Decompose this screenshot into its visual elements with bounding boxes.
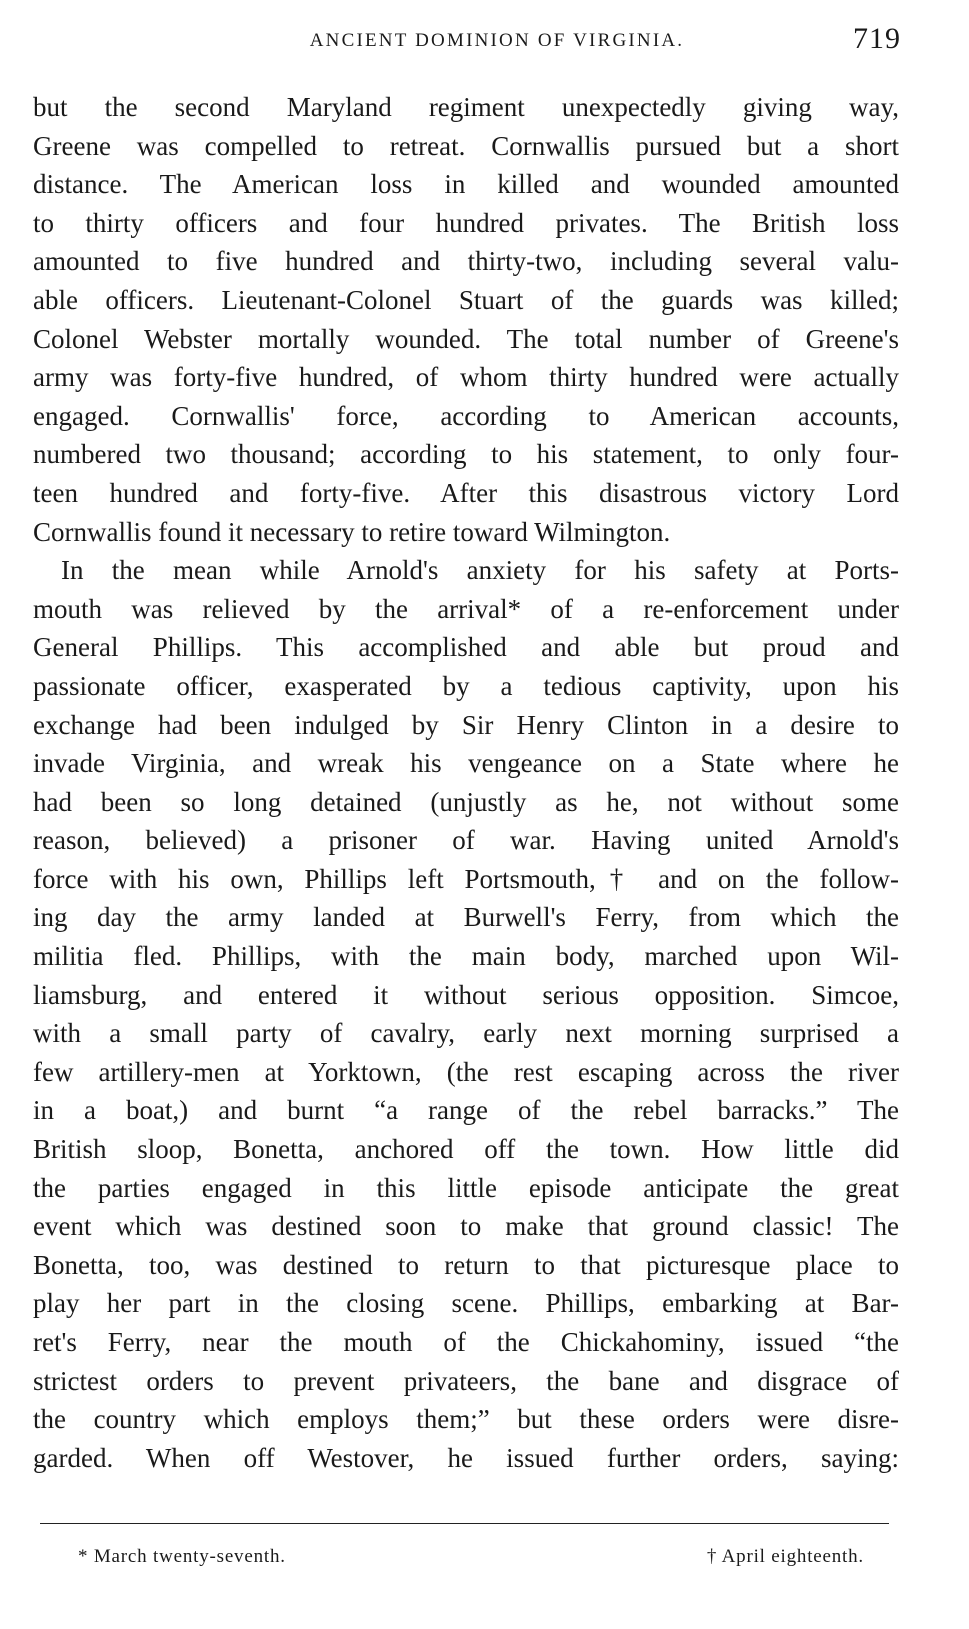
footnote-dagger: † April eighteenth. — [706, 1546, 864, 1567]
text-line: with a small party of cavalry, early next morning surprised a — [33, 1018, 899, 1049]
text-line: play her part in the closing scene. Phillips, embarking at Bar- — [33, 1288, 899, 1319]
text-line: Cornwallis found it necessary to retire toward Wilmington. — [33, 516, 671, 547]
text-line: militia fled. Phillips, with the main body, marched upon Wil- — [33, 941, 899, 972]
footnote-divider — [40, 1523, 889, 1524]
text-line: British sloop, Bonetta, anchored off the town. How little did — [33, 1134, 899, 1165]
text-line: engaged. Cornwallis' force, according to American accounts, — [33, 400, 899, 431]
footnote-asterisk: * March twenty-seventh. — [78, 1546, 286, 1567]
text-line: army was forty-five hundred, of whom thirty hundred were actually — [33, 362, 899, 393]
text-line: garded. When off Westover, he issued further orders, saying: — [33, 1442, 899, 1473]
text-line: the parties engaged in this little episode anticipate the great — [33, 1172, 899, 1203]
text-line: amounted to five hundred and thirty-two, including several valu- — [33, 246, 899, 277]
text-line: In the mean while Arnold's anxiety for his safety at Ports- — [61, 555, 899, 586]
text-line: Greene was compelled to retreat. Cornwallis pursued but a short — [33, 130, 899, 161]
text-line: but the second Maryland regiment unexpectedly giving way, — [33, 92, 899, 122]
text-line: mouth was relieved by the arrival* of a re-enforcement under — [33, 593, 899, 624]
text-line: ing day the army landed at Burwell's Ferry, from which the — [33, 902, 899, 933]
text-line: reason, believed) a prisoner of war. Having united Arnold's — [33, 825, 899, 856]
text-line: had been so long detained (unjustly as he, not without some — [33, 786, 899, 817]
text-line: invade Virginia, and wreak his vengeance on a State where he — [33, 748, 899, 779]
text-line: passionate officer, exasperated by a tedious captivity, upon his — [33, 670, 899, 701]
text-line: exchange had been indulged by Sir Henry Clinton in a desire to — [33, 709, 899, 740]
text-line: strictest orders to prevent privateers, the bane and disgrace of — [33, 1365, 899, 1396]
text-line: in a boat,) and burnt “a range of the rebel barracks.” The — [33, 1095, 899, 1126]
text-line: Bonetta, too, was destined to return to that picturesque place to — [33, 1249, 899, 1280]
text-line: teen hundred and forty-five. After this disastrous victory Lord — [33, 477, 899, 508]
page-number: 719 — [853, 22, 901, 55]
text-line: to thirty officers and four hundred privates. The British loss — [33, 207, 899, 238]
text-line: distance. The American loss in killed and wounded amounted — [33, 169, 899, 200]
text-line: few artillery-men at Yorktown, (the rest escaping across the river — [33, 1056, 899, 1087]
running-head — [33, 20, 901, 56]
running-title: ANCIENT DOMINION OF VIRGINIA. — [309, 30, 685, 51]
text-line: ret's Ferry, near the mouth of the Chickahominy, issued “the — [33, 1327, 899, 1357]
text-line: liamsburg, and entered it without serious opposition. Simcoe, — [33, 979, 899, 1010]
text-line: able officers. Lieutenant-Colonel Stuart of the guards was killed; — [33, 284, 899, 315]
body-text — [33, 88, 899, 1477]
text-line: the country which employs them;” but these orders were disre- — [33, 1404, 899, 1435]
text-line: Colonel Webster mortally wounded. The total number of Greene's — [33, 323, 899, 354]
text-line: numbered two thousand; according to his statement, to only four- — [33, 439, 899, 470]
text-line: General Phillips. This accomplished and able but proud and — [33, 632, 899, 663]
footnotes — [78, 1546, 864, 1576]
text-line: force with his own, Phillips left Portsmouth,† and on the follow- — [33, 863, 899, 894]
text-line: event which was destined soon to make that ground classic! The — [33, 1211, 899, 1242]
